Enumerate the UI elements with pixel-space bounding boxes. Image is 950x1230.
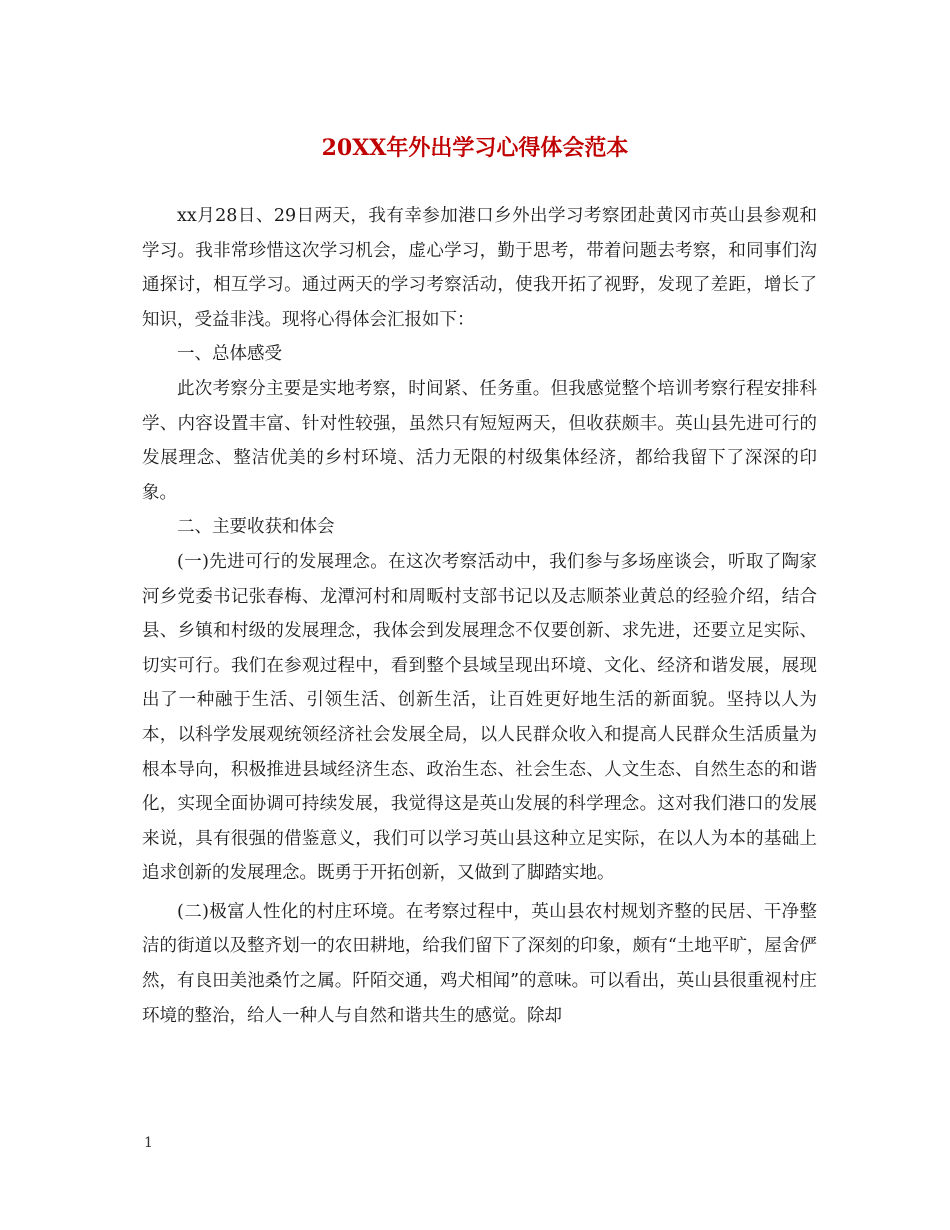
- page-number: 1: [144, 1135, 153, 1151]
- paragraph-development-concept: (一)先进可行的发展理念。在这次考察活动中，我们参与多场座谈会，听取了陶家河乡党委书记张春梅、龙潭河村和周畈村支部书记以及志顺茶业黄总的经验介绍，结合县、乡镇和村级的发展理念，我体会到发展理念不仅要创新、求先进，还要立足实际、切实可行。我们在参观过程中，看到整个县域呈现出环境、文化、经济和谐发展，展现出了一种融于生活、引领生活、创新生活，让百姓更好地生活的新面貌。坚持以人为本，以科学发展观统领经济社会发展全局，以人民群众收入和提高人民群众生活质量为根本导向，积极推进县域经济生态、政治生态、社会生态、人文生态、自然生态的和谐化，实现全面协调可持续发展，我觉得这是英山发展的科学理念。这对我们港口的发展来说，具有很强的借鉴意义，我们可以学习英山县这种立足实际，在以人为本的基础上追求创新的发展理念。既勇于开拓创新，又做到了脚踏实地。: [142, 551, 817, 884]
- paragraph-intro: xx月28日、29日两天，我有幸参加港口乡外出学习考察团赴黄冈市英山县参观和学习。我非常珍惜这次学习机会，虚心学习，勤于思考，带着问题去考察，和同事们沟通探讨，相互学习。通过两天的学习考察活动，使我开拓了视野，发现了差距，增长了知识，受益非浅。现将心得体会汇报如下：: [142, 206, 817, 330]
- document-body: [142, 199, 817, 1033]
- document-title: 20XX年外出学习心得体会范本: [321, 135, 629, 161]
- paragraph-village-environment: (二)极富人性化的村庄环境。在考察过程中，英山县农村规划齐整的民居、干净整洁的街道以及整齐划一的农田耕地，给我们留下了深刻的印象，颇有“土地平旷，屋舍俨然，有良田美池桑竹之属。阡陌交通，鸡犬相闻”的意味。可以看出，英山县很重视村庄环境的整治，给人一种人与自然和谐共生的感觉。除却: [142, 901, 817, 1026]
- section-heading-main-gains: 二、主要收获和体会: [177, 517, 335, 538]
- section-heading-overall-impression: 一、总体感受: [177, 344, 282, 365]
- paragraph-overall-impression: 此次考察分主要是实地考察，时间紧、任务重。但我感觉整个培训考察行程安排科学、内容设置丰富、针对性较强，虽然只有短短两天，但收获颇丰。英山县先进可行的发展理念、整洁优美的乡村环境、活力无限的村级集体经济，都给我留下了深深的印象。: [142, 378, 817, 503]
